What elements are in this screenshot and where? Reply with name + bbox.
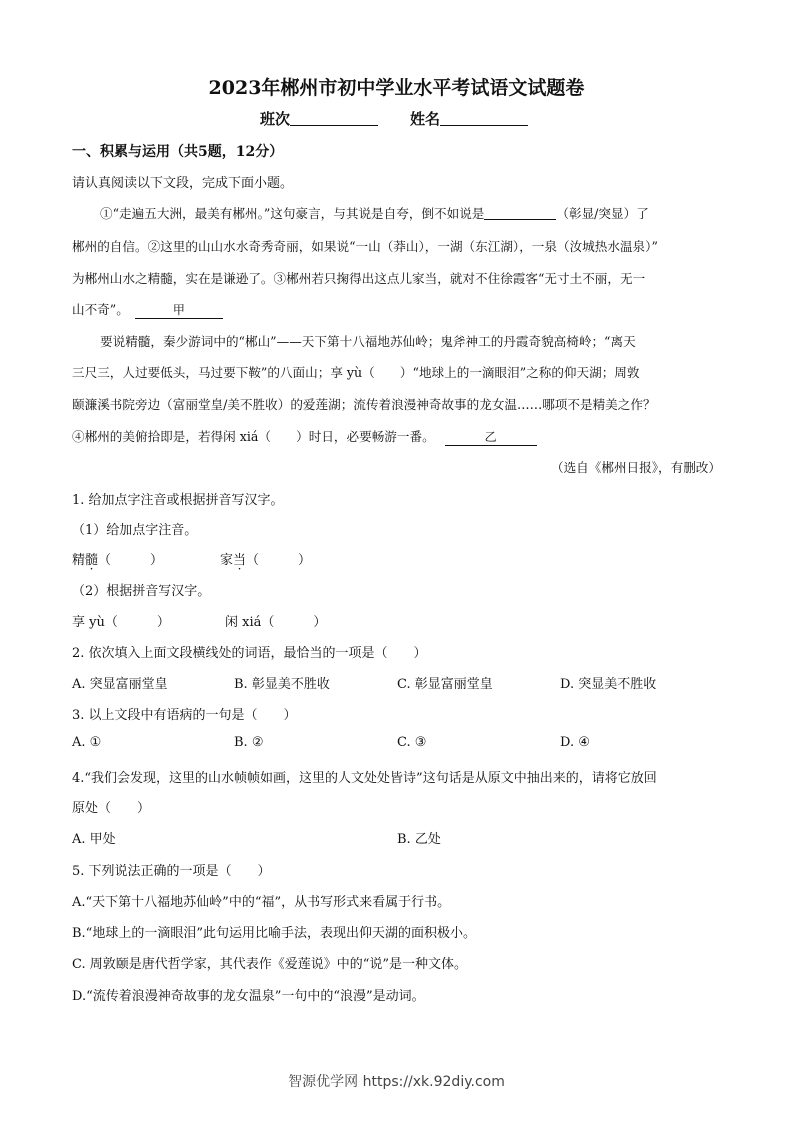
passage-p2-line4 [72,426,722,446]
q5-stem: 5. 下列说法正确的一项是（ ） [72,864,271,879]
dotted-char: 髓 [85,553,99,568]
page-title: 2023年郴州市初中学业水平考试语文试题卷 [208,77,585,99]
name-label: 姓名 [410,110,441,128]
q2-stem: 2. 依次填入上面文段横线处的词语，最恰当的一项是（ ） [72,646,427,661]
passage-p1-line3: 为郴州山水之精髓，实在是谦逊了。③郴州若只掬得出这点儿家当，就对不住徐霞客“无寸土不丽，无一 [72,271,646,286]
passage-p1-line2: 郴州的自信。②这里的山山水水奇秀奇丽，如果说“一山（莽山），一湖（东江湖），一泉（汝城热水温泉）” [72,239,658,254]
word-part: 家 [220,553,234,568]
q2-option-c[interactable]: C. 彰显富丽堂皇 [397,677,493,692]
passage-text: ④郴州的美俯拾即是，若得闲 xiá（ ）时日，必要畅游一番。 [72,429,435,444]
q1-sub1: （1）给加点字注音。 [72,523,198,538]
q5-option-a[interactable]: A.“天下第十八福地苏仙岭”中的“福”，从书写形式来看属于行书。 [72,895,451,910]
q3-stem: 3. 以上文段中有语病的一句是（ ） [72,708,297,723]
passage-text: ①“走遍五大洲，最美有郴州。”这句豪言，与其说是自夸，倒不如说是 [100,206,485,221]
passage-text: 山不奇”。 [72,302,129,317]
dotted-char: 当 [233,553,247,568]
passage-p1-line4 [72,299,722,319]
q1-sub2: （2）根据拼音写汉字。 [72,584,211,599]
q2-option-d[interactable]: D. 突显美不胜收 [560,677,657,692]
marker-yi: 乙 [445,428,537,446]
q3-option-d[interactable]: D. ④ [560,735,590,750]
footer-watermark: 智源优学网 https://xk.92diy.com [288,1074,505,1090]
passage-source: （选自《郴州日报》，有删改） [550,460,721,475]
q1-sub1-a [72,549,163,568]
word-part: 精 [72,553,86,568]
q1-sub2-b: 闲 xiá（ ） [225,615,327,630]
q1-sub2-a: 享 yù（ ） [72,615,170,630]
q3-option-b[interactable]: B. ② [234,735,264,750]
student-info-line [260,108,528,129]
passage-p1-line1 [100,203,649,222]
class-label: 班次 [260,110,291,128]
q4-stem-line1: 4.“我们会发现，这里的山水帧帧如画，这里的人文处处皆诗”这句话是从原文中抽出来的，请将它放回 [72,771,657,786]
passage-p2-line1: 要说精髓，秦少游词中的“郴山”——天下第十八福地苏仙岭；鬼斧神工的丹霞奇貌高椅岭；“离天 [100,334,636,349]
passage-p2-line3: 颐濂溪书院旁边（富丽堂皇/美不胜收）的爱莲湖；流传着浪漫神奇故事的龙女温……哪项不是精美之作？ [72,397,656,412]
q1-sub1-b [220,549,311,568]
answer-blank: （ ） [98,553,164,568]
name-blank [440,111,528,126]
q4-option-b[interactable]: B. 乙处 [397,832,441,847]
passage-text: （彰显/突显）了 [556,206,649,221]
q2-option-a[interactable]: A. 突显富丽堂皇 [72,677,168,692]
section-heading: 一、积累与运用（共5题，12分） [72,144,284,160]
marker-jia: 甲 [135,301,223,319]
q5-option-b[interactable]: B.“地球上的一滴眼泪”此句运用比喻手法，表现出仰天湖的面积极小。 [72,926,476,941]
passage-p2-line2: 三尺三，人过要低头，马过要下鞍”的八面山；享 yù（ ）“地球上的一滴眼泪”之称的仰天湖；周敦 [72,365,640,380]
q3-option-c[interactable]: C. ③ [397,735,427,750]
q5-option-c[interactable]: C. 周敦颐是唐代哲学家，其代表作《爱莲说》中的“说”是一种文体。 [72,957,468,972]
q1-stem: 1. 给加点字注音或根据拼音写汉字。 [72,493,284,508]
fill-blank [484,206,556,220]
class-blank [290,111,378,126]
answer-blank: （ ） [246,553,312,568]
q4-option-a[interactable]: A. 甲处 [72,832,116,847]
q3-option-a[interactable]: A. ① [72,735,102,750]
q4-stem-line2: 原处（ ） [72,801,151,816]
section-intro: 请认真阅读以下文段，完成下面小题。 [72,176,294,191]
q5-option-d[interactable]: D.“流传着浪漫神奇故事的龙女温泉”一句中的“浪漫”是动词。 [72,989,425,1004]
q2-option-b[interactable]: B. 彰显美不胜收 [234,677,330,692]
